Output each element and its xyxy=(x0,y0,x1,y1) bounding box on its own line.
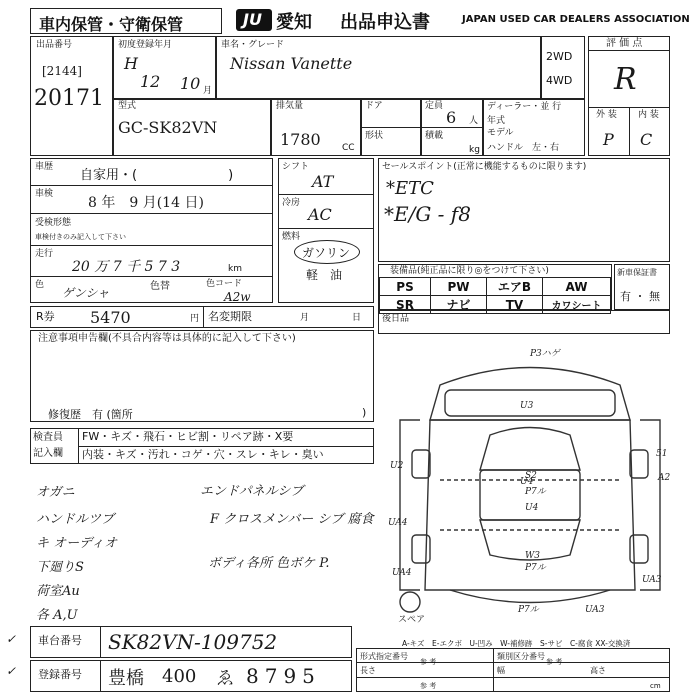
history-label: 車歴 xyxy=(35,162,54,172)
remark-9: ボディ各所 色ボケ P. xyxy=(208,556,330,571)
inspect-value: 8 年 9 月(14 日) xyxy=(88,195,204,211)
seat-label: 後日品 xyxy=(382,314,410,324)
sales-1: *ETC xyxy=(386,178,434,199)
margin-mark-2: ✓ xyxy=(6,664,17,678)
remark-3: キ オーディオ xyxy=(36,536,118,551)
inspector-label-1: 検査員 xyxy=(33,432,63,443)
rating-value: R xyxy=(614,62,637,97)
ac-label: 冷房 xyxy=(282,198,301,208)
equipment-table xyxy=(379,277,611,314)
fuel-value: ガソリン xyxy=(302,246,351,260)
rbook-label: R券 xyxy=(36,310,55,323)
mileage-label: 走行 xyxy=(35,249,54,259)
dmg-label-9: UA4 xyxy=(388,518,408,528)
ju-logo: JU xyxy=(236,9,272,31)
repair-close: ) xyxy=(362,406,367,419)
height-label: 高さ xyxy=(590,666,606,675)
dmg-label-7: P7ル xyxy=(525,487,546,497)
shift-label: シフト xyxy=(282,162,310,172)
sales-label: セールスポイント(正常に機能するものに限ります) xyxy=(382,162,587,172)
car-name: Nissan Vanette xyxy=(230,54,353,73)
color-label: 色 xyxy=(35,280,45,290)
dmg-label-3: U2 xyxy=(390,461,404,471)
dmg-label-10: UA4 xyxy=(392,568,412,578)
width-label: 幅 xyxy=(497,666,505,675)
mileage-value: 20 万 7 千 5 7 3 xyxy=(72,259,181,275)
exterior-value: P xyxy=(603,130,614,149)
dmg-label-16: スペア xyxy=(398,615,426,625)
door-label: ドア xyxy=(365,101,383,111)
color-value: ゲンシャ xyxy=(62,286,110,300)
color-change-label: 色替 xyxy=(150,281,170,292)
equip-ps: PS xyxy=(380,278,431,296)
month-unit: 月 xyxy=(203,86,213,96)
cm-label: cm xyxy=(650,682,661,690)
dmg-label-14: P7ル xyxy=(518,605,539,615)
dmg-label-4: A2 xyxy=(658,473,671,483)
repair-label: 修復歴 有 (箇所 xyxy=(48,408,133,421)
reg-month: 10 xyxy=(180,74,201,93)
equip-airb: エアB xyxy=(487,278,543,296)
reg-num: 8795 xyxy=(246,664,321,688)
person-unit: 人 xyxy=(469,116,479,126)
ac-value: AC xyxy=(308,205,332,224)
sales-2: *E/G - f8 xyxy=(384,202,471,226)
equip-pw: PW xyxy=(431,278,487,296)
receive-note: 車検付きのみ記入して下さい xyxy=(35,233,126,241)
name-change-label: 名変期限 xyxy=(208,310,252,323)
notes-label: 注意事項申告欄(不具合内容等は具体的に記入して下さい) xyxy=(38,333,296,344)
ref-label-3: 参 考 xyxy=(420,682,437,690)
equip-navi: ナビ xyxy=(431,296,487,314)
load-label: 積載 xyxy=(425,131,444,141)
inspector-label-2: 記入欄 xyxy=(33,448,63,459)
warranty-value: 有 ・ 無 xyxy=(620,290,660,303)
capacity-value: 6 xyxy=(446,108,457,127)
lot-number: 20171 xyxy=(34,86,104,111)
equip-sr: SR xyxy=(380,296,431,314)
rating-label: 評 価 点 xyxy=(606,38,643,49)
inspector-row-2: 内装・キズ・汚れ・コゲ・穴・スレ・キレ・臭い xyxy=(82,448,324,461)
damage-legend: A-キズ E-エクボ U-凹み W-補修跡 S-サビ C-腐食 XX-交換済 xyxy=(402,639,631,648)
fuel-label: 燃料 xyxy=(282,232,301,242)
dmg-label-2: U3 xyxy=(520,401,534,411)
model-year-label: 年式 xyxy=(487,116,506,126)
chassis-label: 車台番号 xyxy=(38,634,82,647)
margin-mark-1: ✓ xyxy=(6,632,17,646)
inspect-label: 車検 xyxy=(35,189,54,199)
equip-leather: カワシート xyxy=(543,296,611,314)
equipment-label: 装備品(純正品に限り◎をつけて下さい) xyxy=(390,266,549,276)
exterior-label: 外 装 xyxy=(596,110,617,120)
rbook-frame xyxy=(30,306,374,328)
lot-small: [2144] xyxy=(42,64,82,78)
shift-value: AT xyxy=(312,172,334,191)
dmg-label-8: U4 xyxy=(525,503,539,513)
storage-label: 車内保管・守衛保管 xyxy=(39,15,184,34)
receive-label: 受検形態 xyxy=(35,218,72,228)
kg-label: kg xyxy=(469,145,480,155)
disp-label: 排気量 xyxy=(276,101,304,111)
interior-value: C xyxy=(640,130,653,149)
association-name: JAPAN USED CAR DEALERS ASSOCIATION xyxy=(462,14,690,25)
drive-4wd: 4WD xyxy=(546,74,573,87)
dmg-label-15: UA3 xyxy=(585,605,605,615)
cc-label: CC xyxy=(342,143,355,153)
color-code-value: A2w xyxy=(224,290,251,304)
rbook-value: 5470 xyxy=(90,308,131,327)
doc-title: 出品申込書 xyxy=(340,12,430,33)
history-value: 自家用・( ) xyxy=(80,168,234,183)
reg-place: 豊橋 xyxy=(108,668,144,689)
capacity-label: 定員 xyxy=(425,101,444,111)
storage-box xyxy=(30,8,222,34)
dmg-label-1: P3ハゲ xyxy=(530,349,560,359)
remark-8: F クロスメンバー シブ 腐食 xyxy=(210,512,374,527)
remark-2: ハンドルツブ xyxy=(36,512,115,527)
reg-class: 400 xyxy=(162,666,197,687)
remark-6: 各 A,U xyxy=(36,608,78,623)
km-label: km xyxy=(228,264,242,274)
name-label: 車名・グレード xyxy=(221,40,285,50)
reg-kana: ゑ xyxy=(216,668,234,689)
dmg-label-13: UA3 xyxy=(642,575,662,585)
model-label: 型式 xyxy=(118,101,137,111)
remark-5: 荷室Au xyxy=(36,584,80,599)
car-diagram xyxy=(380,340,680,630)
era: H xyxy=(124,54,138,73)
dmg-label-11: W3 xyxy=(525,551,540,561)
color-code-label: 色コード xyxy=(206,279,243,289)
dmg-label-5: U4 xyxy=(520,477,534,487)
rbook-yen: 円 xyxy=(190,314,200,324)
reg-label: 登録番号 xyxy=(38,668,82,681)
model-number-label: 形式指定番号 xyxy=(360,652,408,661)
dmg-label-17: 51 xyxy=(656,449,668,459)
ref-label-1: 参 考 xyxy=(420,658,437,666)
dmg-label-6: S2 xyxy=(525,471,537,481)
lot-label: 出品番号 xyxy=(36,40,73,50)
interior-label: 内 装 xyxy=(638,110,659,120)
model-year-label2: モデル xyxy=(487,128,514,138)
reg-year: 12 xyxy=(140,72,161,91)
remark-7: エンドパネルシブ xyxy=(200,484,304,499)
seat-frame xyxy=(378,310,670,334)
fuel-light: 軽 油 xyxy=(306,268,343,282)
inspector-row-1: FW・キズ・飛石・ヒビ割・リペア跡・X要 xyxy=(82,430,294,443)
rbook-day: 日 xyxy=(352,313,362,323)
class-number-label: 類別区分番号 xyxy=(497,652,545,661)
length-label: 長さ xyxy=(360,666,376,675)
dealer-label: ディーラー・並 行 xyxy=(487,102,562,112)
remark-4: 下廻りS xyxy=(36,560,84,575)
handle-label: ハンドル 左・右 xyxy=(487,143,560,153)
ref-label-2: 参 考 xyxy=(546,658,563,666)
first-reg-label: 初度登録年月 xyxy=(118,40,173,50)
model-value: GC-SK82VN xyxy=(118,118,218,137)
org-name: 愛知 xyxy=(276,12,312,33)
disp-value: 1780 xyxy=(280,130,321,149)
chassis-value: SK82VN-109752 xyxy=(108,630,278,654)
warranty-label: 新車保証書 xyxy=(617,268,657,277)
rbook-month: 月 xyxy=(300,313,310,323)
drive-2wd: 2WD xyxy=(546,50,573,63)
dmg-label-12: P7ル xyxy=(525,563,546,573)
shape-label: 形状 xyxy=(365,131,384,141)
equip-aw: AW xyxy=(543,278,611,296)
remark-1: オガニ xyxy=(36,485,75,500)
equip-tv: TV xyxy=(487,296,543,314)
